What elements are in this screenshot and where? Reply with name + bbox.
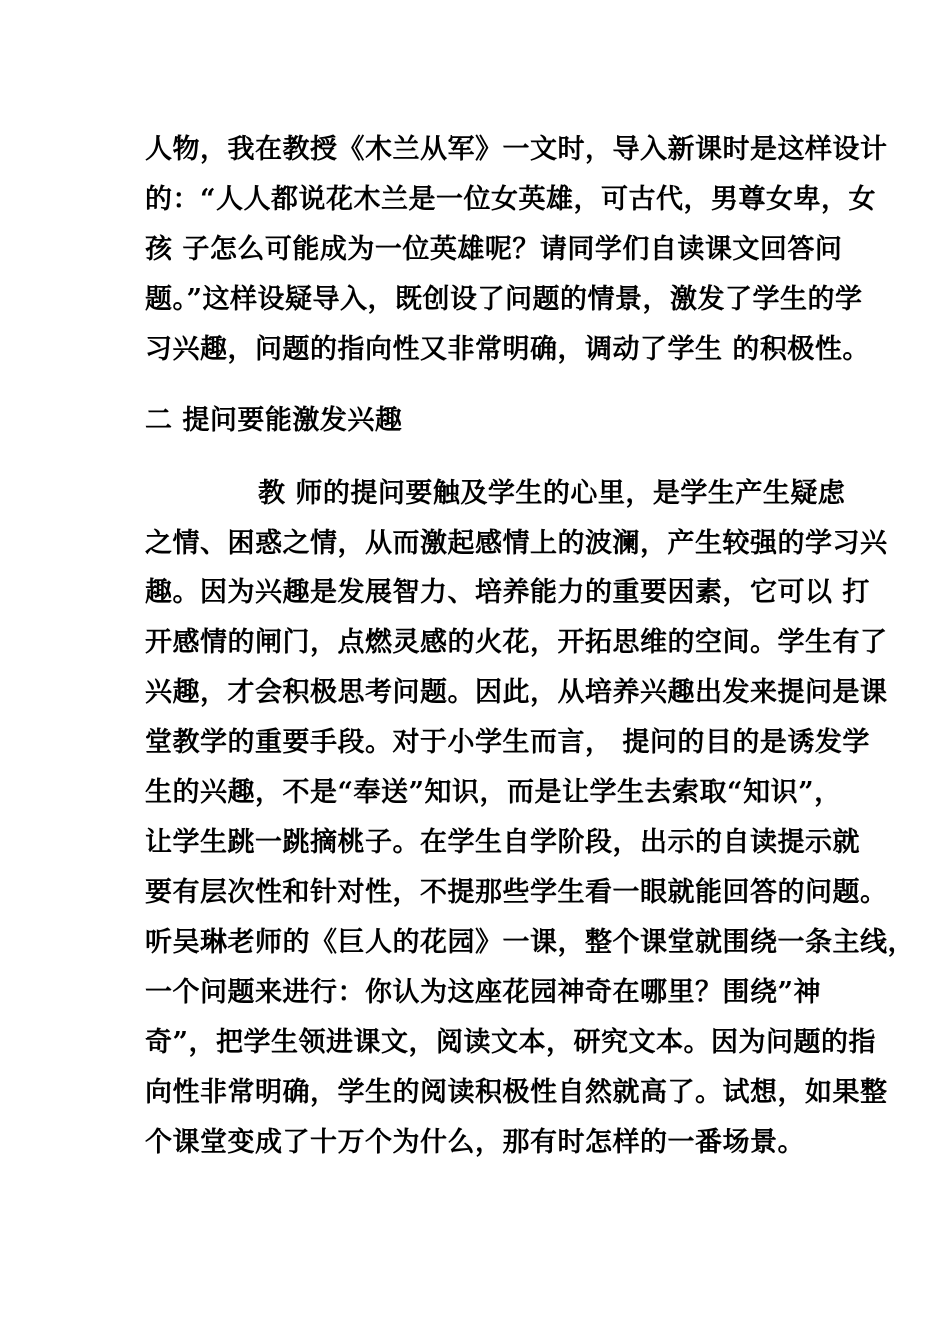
section-heading: 二 提问要能激发兴趣 bbox=[145, 405, 403, 436]
paragraph-line: 开感情的闸门，点燃灵感的火花，开拓思维的空间。学生有了 bbox=[145, 627, 888, 658]
paragraph-line: 向性非常明确，学生的阅读积极性自然就高了。试想，如果整 bbox=[145, 1077, 888, 1108]
paragraph-line: 一个问题来进行：你认为这座花园神奇在哪里？围绕”神 bbox=[145, 977, 822, 1008]
paragraph-line: 听吴琳老师的《巨人的花园》一课，整个课堂就围绕一条主线， bbox=[145, 927, 915, 958]
paragraph-line: 的：“人人都说花木兰是一位女英雄，可古代，男尊女卑，女 bbox=[145, 184, 877, 215]
paragraph-line: 个课堂变成了十万个为什么，那有时怎样的一番场景。 bbox=[145, 1127, 805, 1158]
paragraph-line: 兴趣，才会积极思考问题。因此，从培养兴趣出发来提问是课 bbox=[145, 677, 888, 708]
paragraph-line: 堂教学的重要手段。对于小学生而言， 提问的目的是诱发学 bbox=[145, 727, 870, 758]
paragraph-line: 孩 子怎么可能成为一位英雄呢？请同学们自读课文回答问 bbox=[145, 234, 843, 265]
paragraph-line: 教 师的提问要触及学生的心里，是学生产生疑虑 bbox=[258, 478, 846, 509]
paragraph-line: 趣。因为兴趣是发展智力、培养能力的重要因素，它可以 打 bbox=[145, 577, 870, 608]
paragraph-line: 习兴趣，问题的指向性又非常明确，调动了学生 的积极性。 bbox=[145, 334, 870, 365]
paragraph-line: 人物，我在教授《木兰从军》一文时，导入新课时是这样设计 bbox=[145, 134, 888, 165]
paragraph-line: 生的兴趣，不是“奉送”知识，而是让学生去索取“知识”， bbox=[145, 777, 842, 808]
paragraph-line: 要有层次性和针对性，不提那些学生看一眼就能回答的问题。 bbox=[145, 877, 888, 908]
paragraph-line: 奇”，把学生领进课文，阅读文本，研究文本。因为问题的指 bbox=[145, 1027, 877, 1058]
paragraph-line: 之情、困惑之情，从而激起感情上的波澜，产生较强的学习兴 bbox=[145, 528, 888, 559]
paragraph-line: 题。”这样设疑导入，既创设了问题的情景，激发了学生的学 bbox=[145, 284, 863, 315]
paragraph-line: 让学生跳一跳摘桃子。在学生自学阶段，出示的自读提示就 bbox=[145, 827, 860, 858]
